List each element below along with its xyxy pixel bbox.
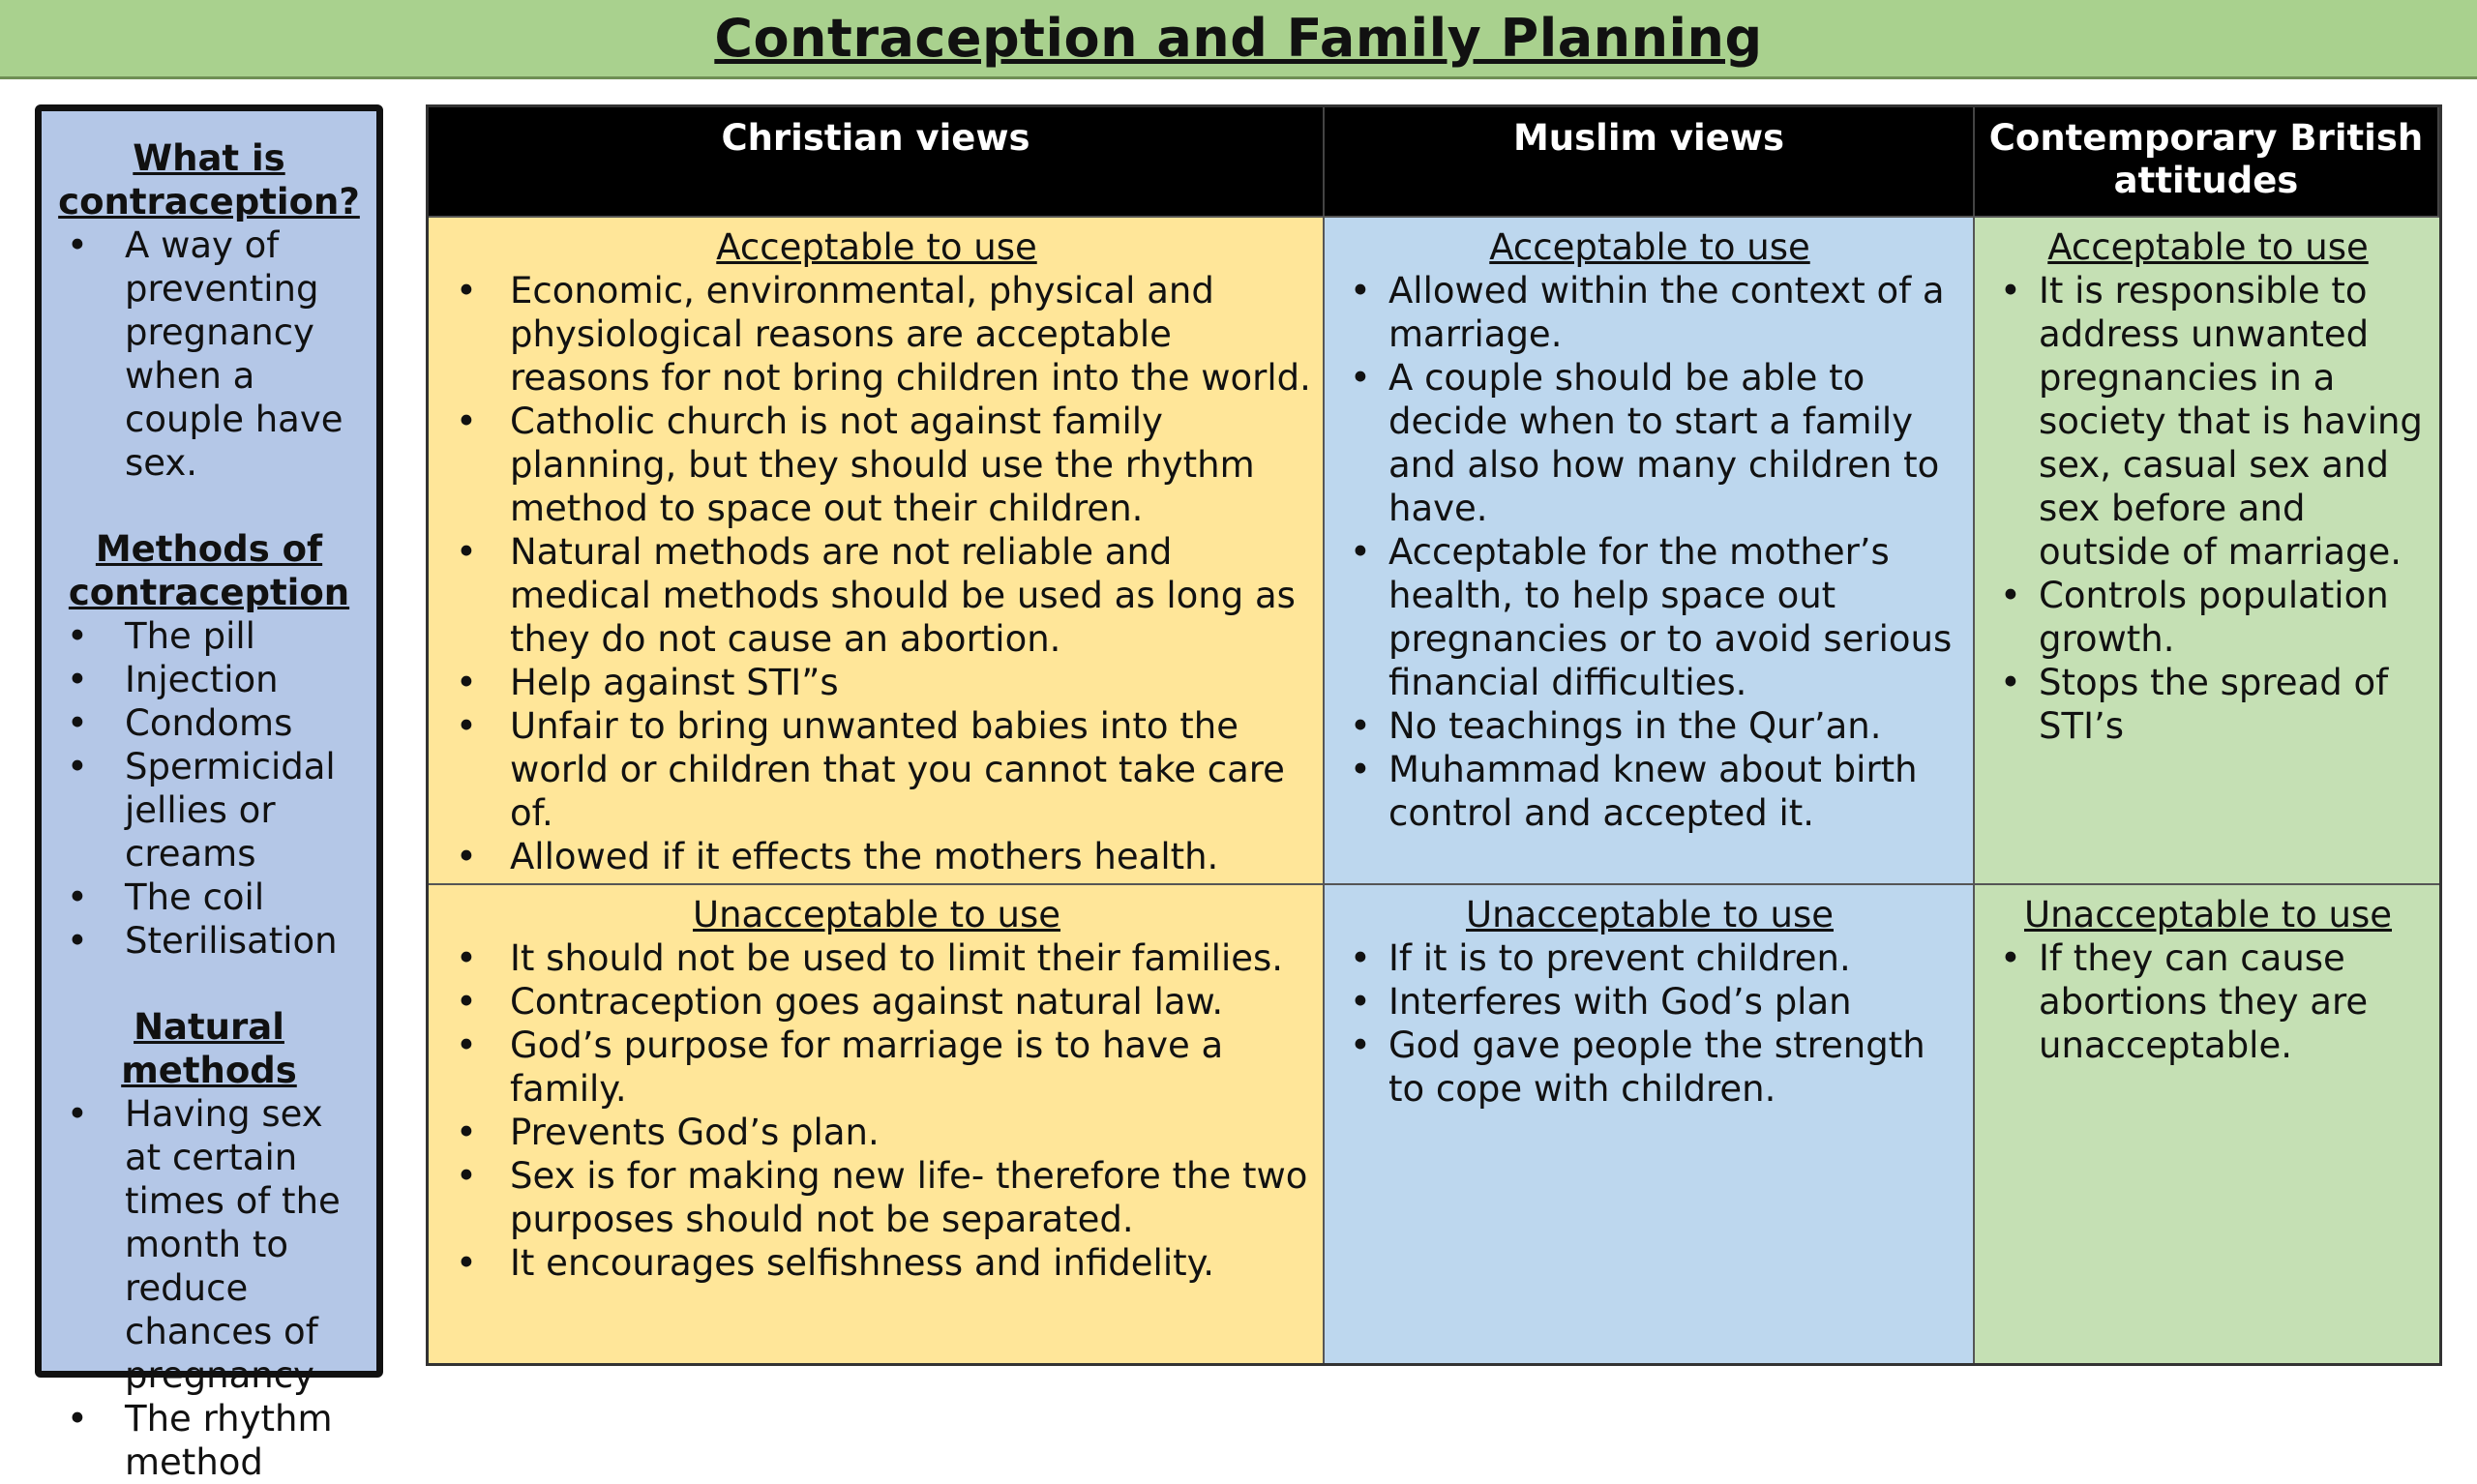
bullet-list: [1986, 269, 2430, 748]
column-header-christian: Christian views: [429, 107, 1325, 216]
list-item: • God gave people the strength to cope with children.: [1336, 1024, 1963, 1111]
list-item: • Spermicidal jellies or creams: [57, 745, 361, 876]
bullet-list: [1986, 936, 2430, 1067]
sidebar-list-natural: [57, 1092, 361, 1484]
british-unacceptable-cell: [1975, 883, 2439, 1363]
list-item: • Sex is for making new life- therefore the two purposes should not be separated.: [440, 1154, 1313, 1241]
cell-heading: Acceptable to use: [1489, 226, 1810, 268]
sidebar-heading-natural: Natural methods: [121, 1006, 297, 1091]
bullet-list: [440, 936, 1313, 1285]
list-item: • Sterilisation: [57, 919, 361, 963]
list-item: • Unfair to bring unwanted babies into the world or children that you cannot take care of.: [440, 704, 1313, 835]
cell-heading: Unacceptable to use: [2023, 894, 2392, 935]
list-item: • The pill: [57, 614, 361, 658]
cell-heading: Acceptable to use: [2047, 226, 2369, 268]
column-header-british: Contemporary British attitudes: [1975, 107, 2439, 216]
list-item: • The rhythm method: [57, 1397, 361, 1484]
list-item: • Contraception goes against natural law.: [440, 980, 1313, 1024]
christian-acceptable-cell: [429, 216, 1325, 883]
list-item: • It encourages selfishness and infidelity.: [440, 1241, 1313, 1285]
list-item: • Injection: [57, 658, 361, 701]
column-header-muslim: Muslim views: [1325, 107, 1975, 216]
christian-unacceptable-cell: [429, 883, 1325, 1363]
sidebar-list-what-is: [57, 223, 361, 485]
list-item: • Allowed within the context of a marriage.: [1336, 269, 1963, 356]
title-bar: [0, 0, 2477, 79]
sidebar-heading-what-is: What is contraception?: [58, 137, 360, 223]
list-item: • The coil: [57, 876, 361, 919]
list-item: • Help against STI”s: [440, 661, 1313, 704]
list-item: • Acceptable for the mother’s health, to help space out pregnancies or to avoid serious financial difficulties.: [1336, 530, 1963, 704]
list-item: • Controls population growth.: [1986, 574, 2430, 661]
list-item: • Catholic church is not against family planning, but they should use the rhythm method to space out their children.: [440, 400, 1313, 530]
page-title: Contraception and Family Planning: [714, 8, 1763, 69]
sidebar-heading-methods: Methods of contraception: [68, 528, 350, 613]
list-item: • If it is to prevent children.: [1336, 936, 1963, 980]
list-item: • Natural methods are not reliable and medical methods should be used as long as they do not cause an abortion.: [440, 530, 1313, 661]
list-item: • Muhammad knew about birth control and accepted it.: [1336, 748, 1963, 835]
bullet-list: [1336, 936, 1963, 1111]
cell-heading: Unacceptable to use: [692, 894, 1060, 935]
list-item: • Having sex at certain times of the month to reduce chances of pregnancy: [57, 1092, 361, 1397]
sidebar-list-methods: [57, 614, 361, 963]
list-item: • It should not be used to limit their families.: [440, 936, 1313, 980]
cell-heading: Acceptable to use: [716, 226, 1037, 268]
bullet-list: [440, 269, 1313, 878]
cell-heading: Unacceptable to use: [1465, 894, 1834, 935]
list-item: • Interferes with God’s plan: [1336, 980, 1963, 1024]
list-item: • Allowed if it effects the mothers health.: [440, 835, 1313, 878]
list-item: • Prevents God’s plan.: [440, 1111, 1313, 1154]
list-item: • Economic, environmental, physical and physiological reasons are acceptable reasons for not bring children into the world.: [440, 269, 1313, 400]
list-item: • A way of preventing pregnancy when a couple have sex.: [57, 223, 361, 485]
list-item: • God’s purpose for marriage is to have a family.: [440, 1024, 1313, 1111]
list-item: • No teachings in the Qur’an.: [1336, 704, 1963, 748]
list-item: • It is responsible to address unwanted pregnancies in a society that is having sex, casual sex and sex before and outside of marriage.: [1986, 269, 2430, 574]
sidebar-definitions: [35, 104, 383, 1483]
views-table: [426, 104, 2442, 1366]
bullet-list: [1336, 269, 1963, 835]
list-item: • If they can cause abortions they are unacceptable.: [1986, 936, 2430, 1067]
list-item: • Condoms: [57, 701, 361, 745]
list-item: • A couple should be able to decide when to start a family and also how many children to have.: [1336, 356, 1963, 530]
british-acceptable-cell: [1975, 216, 2439, 883]
list-item: • Stops the spread of STI’s: [1986, 661, 2430, 748]
muslim-unacceptable-cell: [1325, 883, 1975, 1363]
muslim-acceptable-cell: [1325, 216, 1975, 883]
